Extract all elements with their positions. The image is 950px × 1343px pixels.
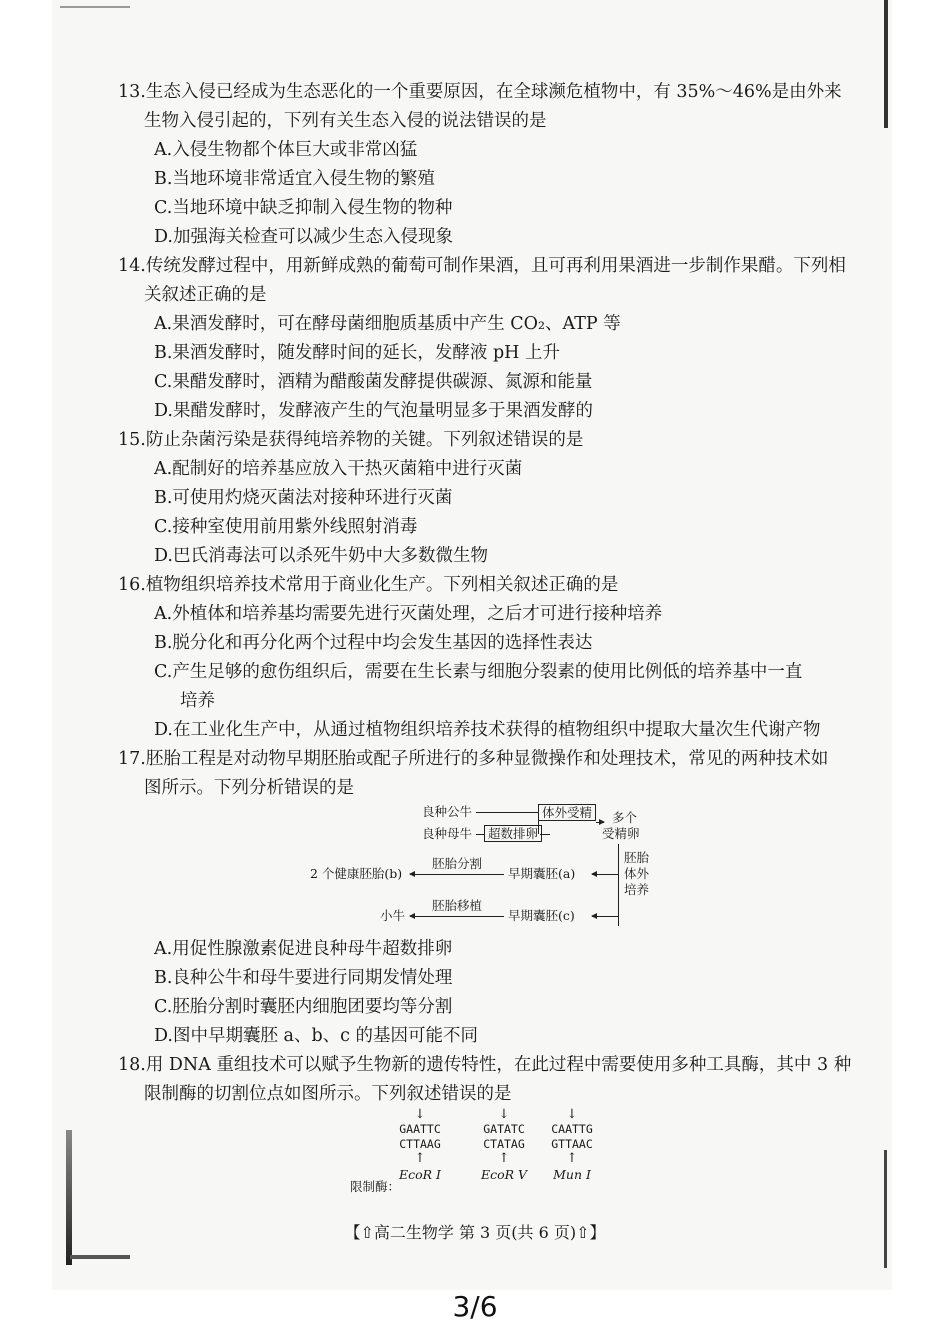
enzyme-name: Mun Ⅰ <box>553 1167 591 1182</box>
q17-option-b: B.良种公牛和母牛要进行同期发情处理 <box>154 968 453 988</box>
page-footer: 【⇧高二生物学 第 3 页(共 6 页)⇧】 <box>344 1223 606 1242</box>
q15-option-d: D.巴氏消毒法可以杀死牛奶中大多数微生物 <box>154 546 488 566</box>
q14-option-b: B.果酒发酵时，随发酵时间的延长，发酵液 pH 上升 <box>154 343 561 363</box>
seq-bottom: CTTAAG <box>399 1137 441 1151</box>
q18-stem-cont: 限制酶的切割位点如图所示。下列叙述错误的是 <box>144 1084 512 1104</box>
scan-artifact <box>884 1150 887 1268</box>
scan-artifact <box>884 0 888 128</box>
arrow-split <box>410 874 504 875</box>
cut-down-arrow-icon: ↓ <box>498 1107 510 1122</box>
site-ecorv <box>474 1108 534 1184</box>
page-indicator: 3/6 <box>452 1290 498 1323</box>
arrow-transfer <box>410 916 504 917</box>
q14-stem-cont: 关叙述正确的是 <box>144 285 267 305</box>
culture-line <box>618 844 619 926</box>
q15-stem: 15.防止杂菌污染是获得纯培养物的关键。下列叙述错误的是 <box>118 430 584 450</box>
label-bull: 良种公牛 <box>422 804 473 819</box>
label-transfer: 胚胎移植 <box>432 898 483 913</box>
seq-top: CAATTG <box>551 1122 593 1136</box>
seq-bottom: GTTAAC <box>551 1137 593 1151</box>
scan-artifact <box>60 6 130 8</box>
q17-stem-cont: 图所示。下列分析错误的是 <box>144 778 354 798</box>
q16-option-c-cont: 培养 <box>180 691 215 711</box>
seq-top: GATATC <box>483 1122 525 1136</box>
q13-option-a: A.入侵生物都个体巨大或非常凶猛 <box>154 140 418 160</box>
seq-top: GAATTC <box>399 1122 441 1136</box>
line-bull <box>476 812 538 813</box>
site-ecori <box>390 1108 450 1184</box>
q14-option-d: D.果醋发酵时，发酵液产生的气泡量明显多于果酒发酵的 <box>154 401 593 421</box>
figure17-flowchart <box>300 802 680 934</box>
cut-down-arrow-icon: ↓ <box>566 1107 578 1122</box>
label-restriction-enzyme: 限制酶： <box>350 1179 401 1194</box>
label-eggs-1: 多个 <box>612 810 638 825</box>
enzyme-name: EcoR Ⅴ <box>480 1167 528 1182</box>
q13-option-c: C.当地环境中缺乏抑制入侵生物的物种 <box>154 198 453 218</box>
scan-artifact <box>66 1130 72 1265</box>
line-cow-join <box>540 834 550 835</box>
q16-option-b: B.脱分化和再分化两个过程中均会发生基因的选择性表达 <box>154 633 593 653</box>
q14-stem: 14.传统发酵过程中，用新鲜成熟的葡萄可制作果酒，且可再利用果酒进一步制作果醋。下列相 <box>118 256 846 276</box>
q13-option-d: D.加强海关检查可以减少生态入侵现象 <box>154 227 453 247</box>
q16-option-a: A.外植体和培养基均需要先进行灭菌处理，之后才可进行接种培养 <box>154 604 663 624</box>
q13-option-b: B.当地环境非常适宜入侵生物的繁殖 <box>154 169 435 189</box>
seq-bottom: CTATAG <box>483 1137 525 1151</box>
arrow-to-a <box>592 874 618 875</box>
label-cow: 良种母牛 <box>422 826 473 841</box>
line-cow <box>476 834 484 835</box>
question-list <box>118 78 858 1109</box>
label-culture-1: 胚胎 <box>624 850 650 865</box>
scan-artifact <box>70 1255 130 1259</box>
q14-option-a: A.果酒发酵时，可在酵母菌细胞质基质中产生 CO₂、ATP 等 <box>154 314 621 334</box>
label-eggs-2: 受精卵 <box>602 826 640 841</box>
arrow-to-c <box>592 916 618 917</box>
q14-option-c: C.果醋发酵时，酒精为醋酸菌发酵提供碳源、氮源和能量 <box>154 372 593 392</box>
enzyme-name: EcoR Ⅰ <box>399 1167 441 1182</box>
label-blastocyst-c: 早期囊胚(c) <box>508 908 575 923</box>
q16-option-d: D.在工业化生产中，从通过植物组织培养技术获得的植物组织中提取大量次生代谢产物 <box>154 720 821 740</box>
label-split: 胚胎分割 <box>432 856 483 871</box>
q16-stem: 16.植物组织培养技术常用于商业化生产。下列相关叙述正确的是 <box>118 575 619 595</box>
cut-down-arrow-icon: ↓ <box>414 1107 426 1122</box>
label-culture-2: 体外 <box>624 866 650 881</box>
q16-option-c: C.产生足够的愈伤组织后，需要在生长素与细胞分裂素的使用比例低的培养基中一直 <box>154 662 803 682</box>
arrow-to-eggs <box>596 822 604 823</box>
box-ivf: 体外受精 <box>538 804 596 821</box>
q13-stem-cont: 生物入侵引起的，下列有关生态入侵的说法错误的是 <box>144 111 547 131</box>
label-healthy: 2 个健康胚胎(b) <box>310 866 403 881</box>
label-calf: 小牛 <box>380 908 406 923</box>
box-superovulation: 超数排卵 <box>484 825 542 842</box>
q18-stem: 18.用 DNA 重组技术可以赋予生物新的遗传特性，在此过程中需要使用多种工具酶，其中 3 种 <box>118 1055 852 1075</box>
q17-option-d: D.图中早期囊胚 a、b、c 的基因可能不同 <box>154 1026 479 1046</box>
label-blastocyst-a: 早期囊胚(a) <box>508 866 576 881</box>
q15-option-c: C.接种室使用前用紫外线照射消毒 <box>154 517 418 537</box>
site-muni <box>542 1108 602 1184</box>
q17-option-a: A.用促性腺激素促进良种母牛超数排卵 <box>154 939 453 959</box>
label-culture-3: 培养 <box>624 882 650 897</box>
cut-up-arrow-icon: ↑ <box>414 1151 426 1166</box>
q15-option-a: A.配制好的培养基应放入干热灭菌箱中进行灭菌 <box>154 459 523 479</box>
cut-up-arrow-icon: ↑ <box>566 1151 578 1166</box>
q17-option-c: C.胚胎分割时囊胚内细胞团要均等分割 <box>154 997 453 1017</box>
q13-stem: 13.生态入侵已经成为生态恶化的一个重要原因，在全球濒危植物中，有 35%～46%是由外来 <box>118 82 842 102</box>
figure18-restriction-sites <box>350 1107 640 1198</box>
q17-stem: 17.胚胎工程是对动物早期胚胎或配子所进行的多种显微操作和处理技术，常见的两种技术如 <box>118 749 829 769</box>
cut-up-arrow-icon: ↑ <box>498 1151 510 1166</box>
q15-option-b: B.可使用灼烧灭菌法对接种环进行灭菌 <box>154 488 453 508</box>
